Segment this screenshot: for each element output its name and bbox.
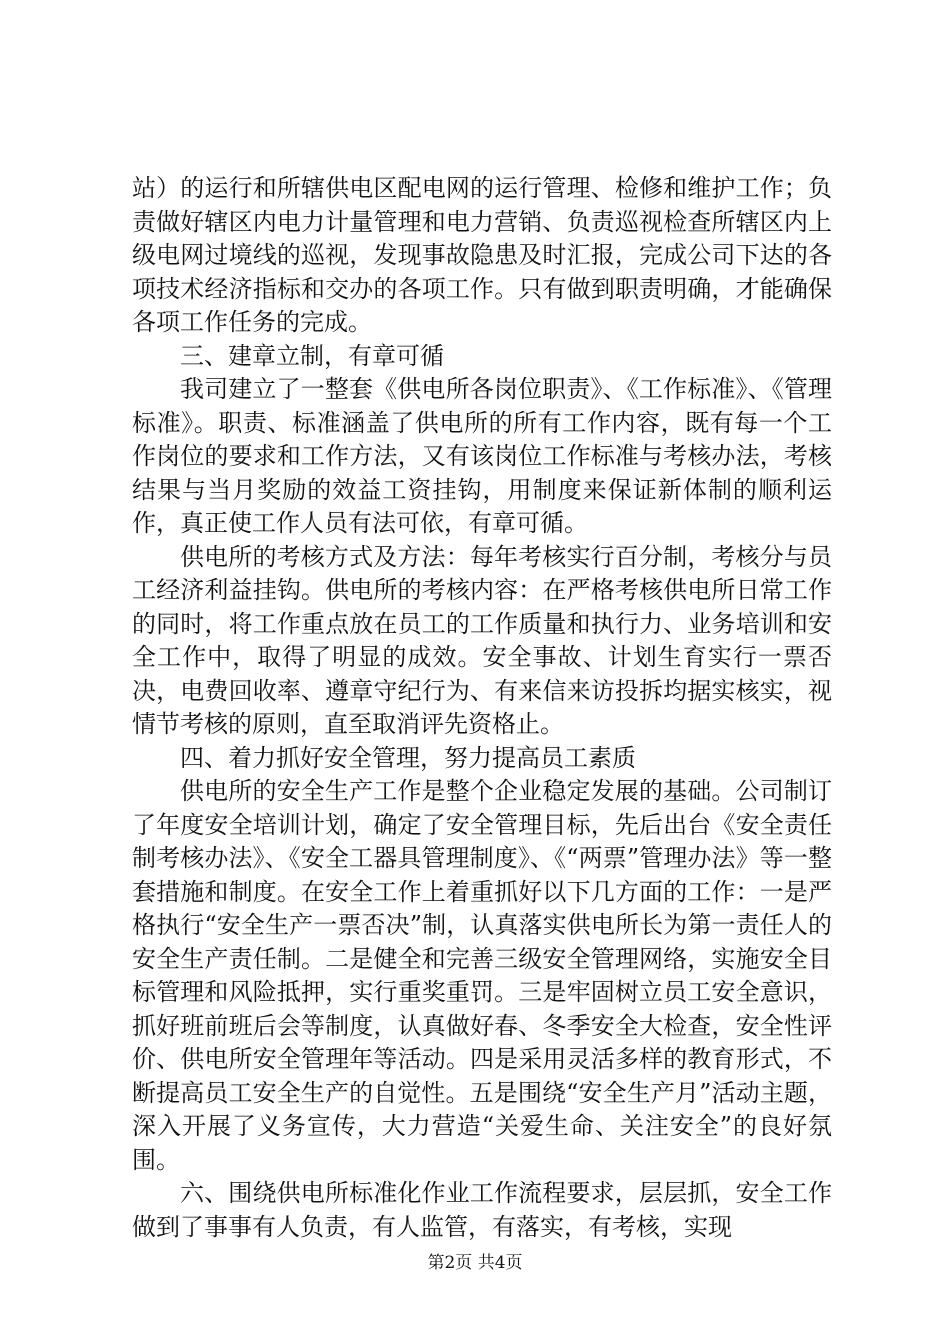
page-footer: 第2页 共4页 <box>427 1253 523 1273</box>
section-heading-3: 三、建章立制，有章可循 <box>180 341 444 370</box>
paragraph-safety: 供电所的安全生产工作是整个企业稳定发展的基础。公司制订了年度安全培训计划，确定了安全管理目标，先后出台《安全责任制考核办法》、《安全工器具管理制度》、《“两票”管理办法》等一整套措施和制度。在安全工作上着重抓好以下几方面的工作：一是严格执行“安全生产一票否决”制，认真落实供电所长为第一责任人的安全生产责任制。二是健全和完善三级安全管理网络，实施安全目标管理和风险抵押，实行重奖重罚。三是牢固树立员工安全意识，抓好班前班后会等制度，认真做好春、冬季安全大检查，安全性评价、供电所安全管理年等活动。四是采用灵活多样的教育形式，不断提高员工安全生产的自觉性。五是围绕“安全生产月”活动主题，深入开展了义务宣传，大力营造“关爱生命、关注安全”的良好氛围。 <box>132 777 832 1174</box>
section-heading-4: 四、着力抓好安全管理，努力提高员工素质 <box>180 743 636 772</box>
document-body <box>132 172 832 1244</box>
paragraph-assessment: 供电所的考核方式及方法：每年考核实行百分制，考核分与员工经济利益挂钩。供电所的考核内容：在严格考核供电所日常工作的同时，将工作重点放在员工的工作质量和执行力、业务培训和安全工作中，取得了明显的成效。安全事故、计划生育实行一票否决，电费回收率、遵章守纪行为、有来信来访投拆均据实核实，视情节考核的原则，直至取消评先资格止。 <box>132 542 832 738</box>
paragraph-section-6: 六、围绕供电所标准化作业工作流程要求，层层抓，安全工作做到了事事有人负责，有人监管，有落实，有考核，实现 <box>132 1179 832 1241</box>
paragraph-continuation: 站）的运行和所辖供电区配电网的运行管理、检修和维护工作；负责做好辖区内电力计量管理和电力营销、负责巡视检查所辖区内上级电网过境线的巡视，发现事故隐患及时汇报，完成公司下达的各项技术经济指标和交办的各项工作。只有做到职责明确，才能确保各项工作任务的完成。 <box>132 174 832 336</box>
paragraph-regulations: 我司建立了一整套《供电所各岗位职责》、《工作标准》、《管理标准》。职责、标准涵盖了供电所的所有工作内容，既有每一个工作岗位的要求和工作方法，又有该岗位工作标准与考核办法，考核结果与当月奖励的效益工资挂钩，用制度来保证新体制的顺利运作，真正使工作人员有法可依，有章可循。 <box>132 375 832 537</box>
